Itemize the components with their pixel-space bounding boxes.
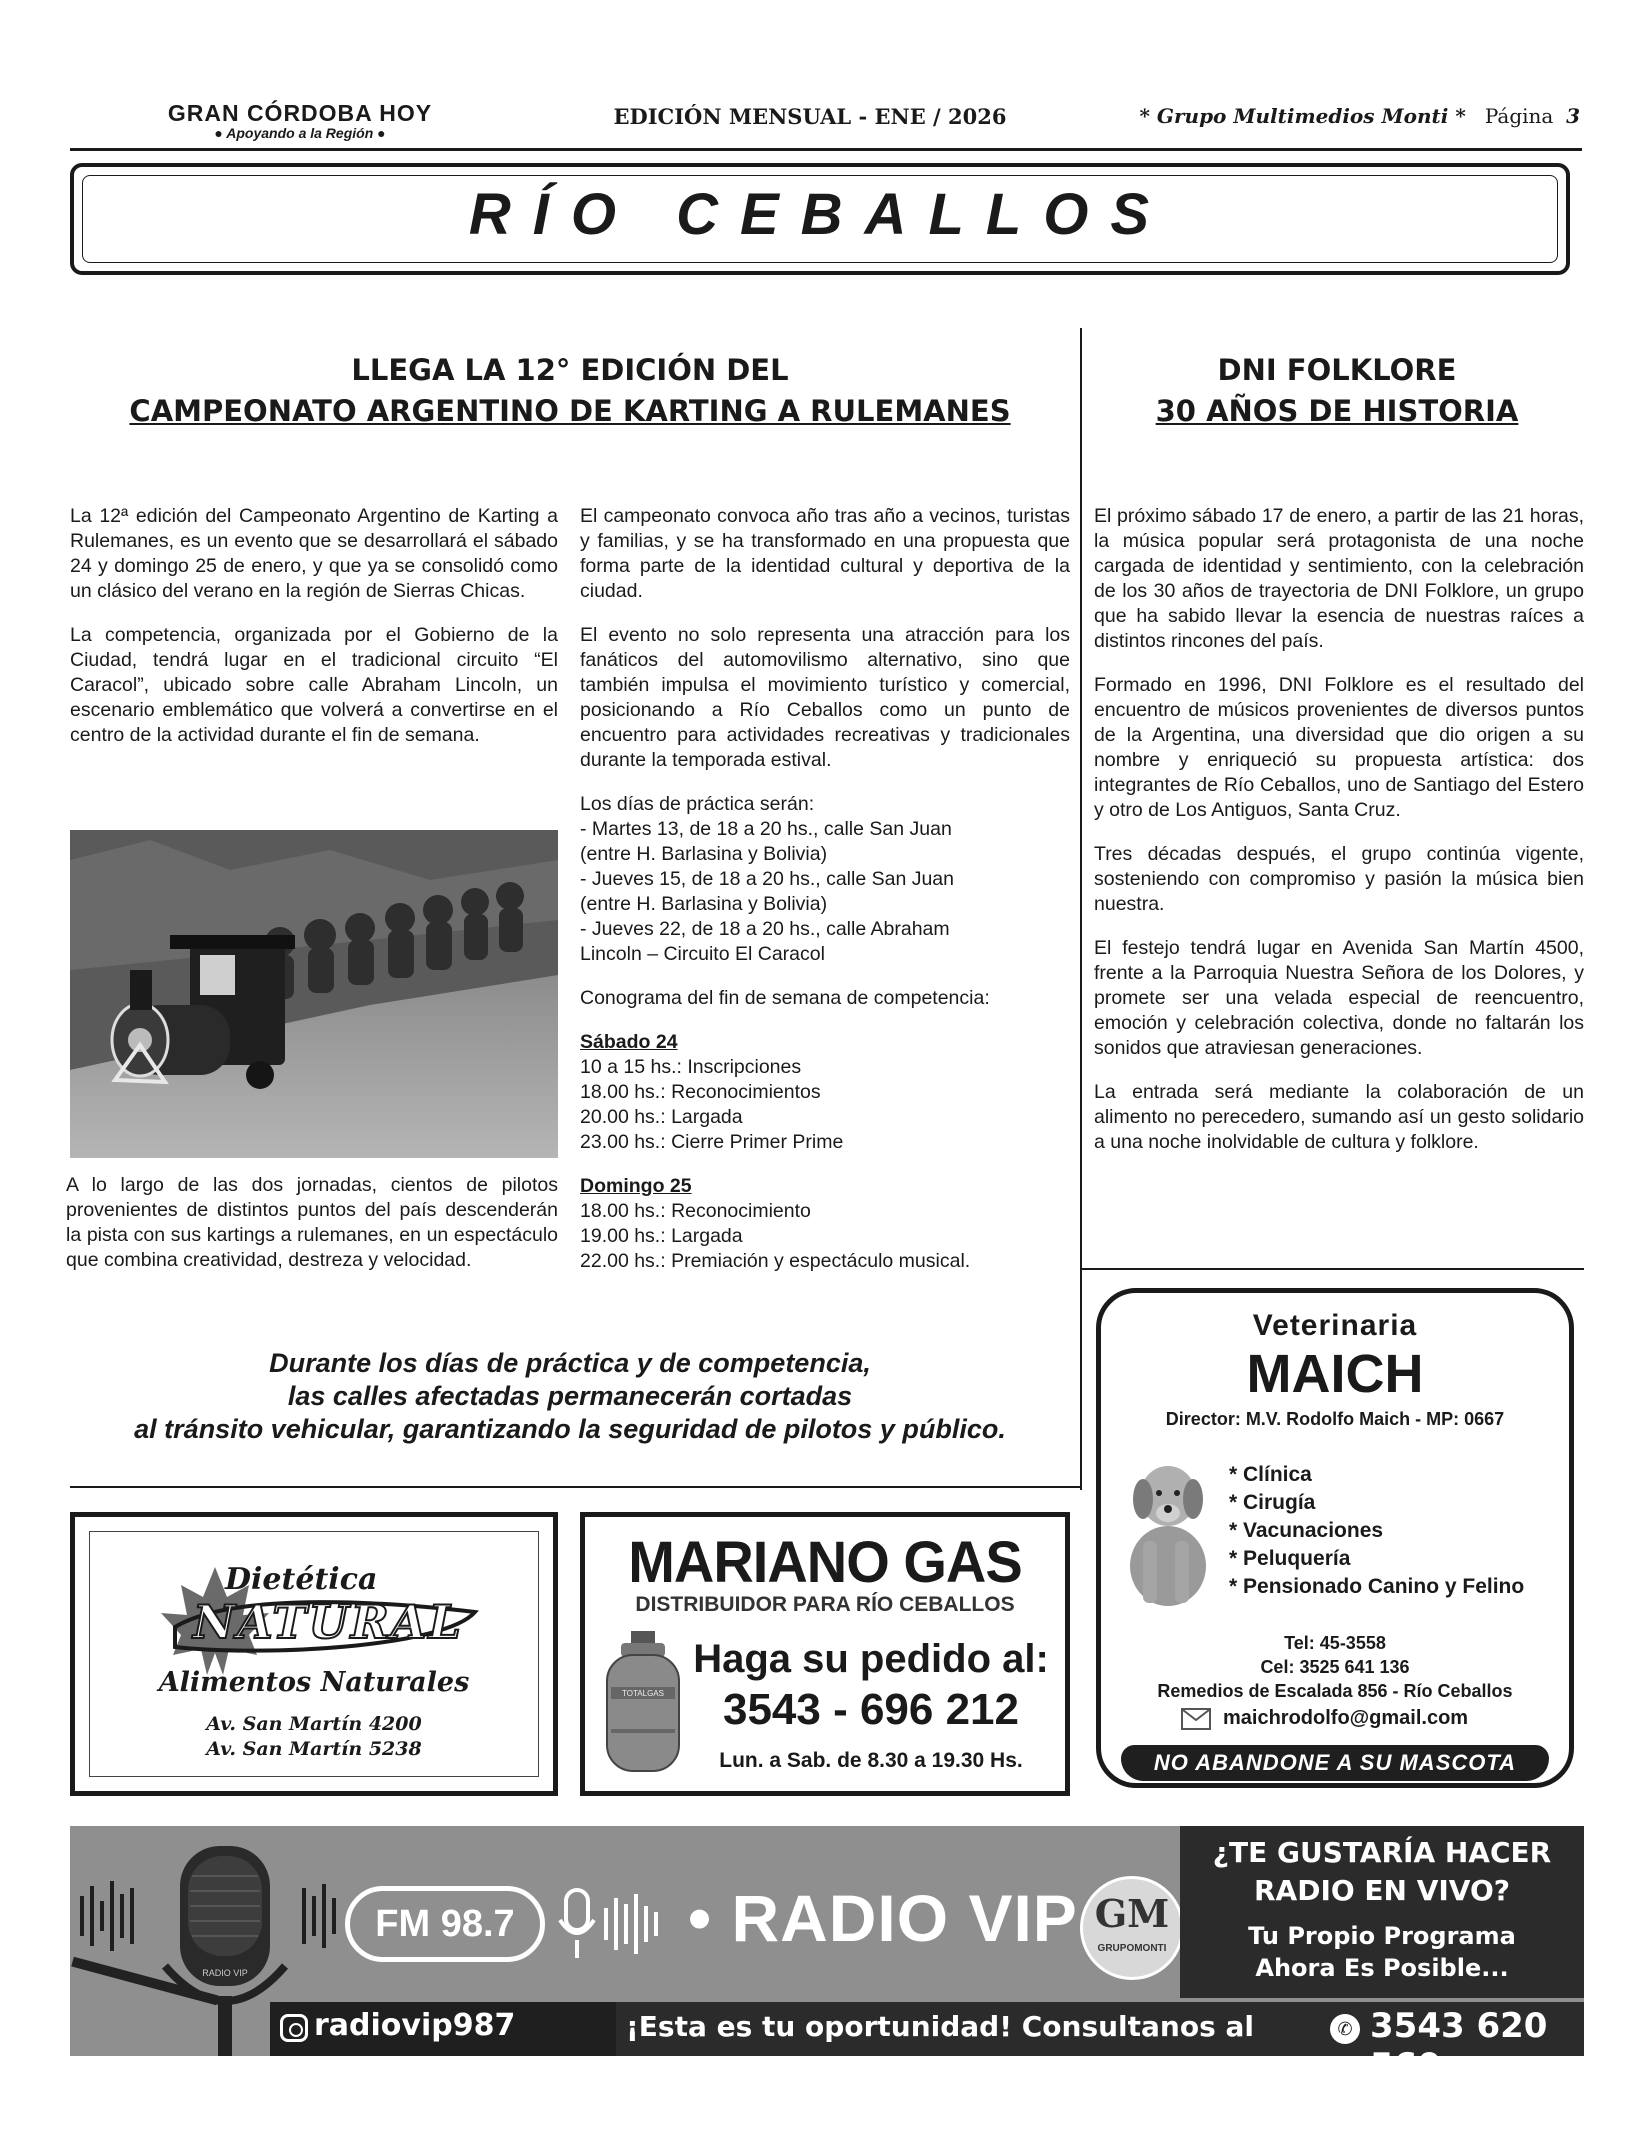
mic-label: RADIO VIP	[202, 1968, 248, 1978]
paragraph: La 12ª edición del Campeonato Argentino de Karting a Rulemanes, es un evento que se desarrollará el sábado 24 y domingo 25 de enero, y que ya se consolidó como un clásico del verano en la región de Sierras Chicas.	[70, 505, 558, 602]
schedule-line: 18.00 hs.: Reconocimientos	[580, 1081, 821, 1103]
vet-services	[1229, 1461, 1524, 1601]
vet-service: * Clínica	[1229, 1463, 1312, 1486]
instagram-handle[interactable]: radiovip987	[314, 2008, 516, 2043]
radio-cta: ¡Esta es tu oportunidad! Consultanos al	[626, 2010, 1255, 2043]
group-and-page	[1100, 104, 1580, 128]
instagram-icon	[280, 2014, 308, 2042]
vet-contact	[1101, 1631, 1569, 1703]
logo-mark: GM	[1094, 1891, 1170, 1936]
page-label: Página	[1484, 104, 1554, 128]
paragraph: Formado en 1996, DNI Folklore es el resultado del encuentro de músicos provenientes de diversos puntos de la Argentina, una diversidad que dio origen a su nombre y enriqueció su propuesta artística: dos integrantes de Río Ceballos, uno de Santiago del Estero y otro de Los Antiguos, Santa Cruz.	[1094, 674, 1584, 821]
vet-tel: Tel: 45-3558	[1284, 1633, 1386, 1653]
promo-question-line: ¿TE GUSTARÍA HACER	[1212, 1836, 1552, 1869]
schedule-line: 19.00 hs.: Largada	[580, 1225, 743, 1247]
dietetica-logo-main: NATURAL	[193, 1595, 463, 1649]
article-column-1-bottom	[66, 1173, 558, 1292]
dietetica-subtitle: Alimentos Naturales	[158, 1667, 470, 1698]
mic-wave-icon	[560, 1884, 680, 1964]
side-headline-line-1: DNI FOLKLORE	[1217, 353, 1457, 387]
ad-dietetica-natural	[70, 1512, 558, 1796]
grupo-monti-logo	[1080, 1876, 1184, 1980]
whatsapp-icon: ✆	[1330, 2014, 1360, 2044]
side-headline-line-2: 30 AÑOS DE HISTORIA	[1155, 394, 1519, 428]
paragraph: La entrada será mediante la colaboración de un alimento no perecedero, sumando así un gesto solidario a una noche inolvidable de cultura y folklore.	[1094, 1081, 1584, 1153]
headline-line-2: CAMPEONATO ARGENTINO DE KARTING A RULEMANES	[129, 394, 1011, 428]
ad-veterinaria-maich	[1096, 1288, 1574, 1788]
promo-line: Ahora Es Posible...	[1255, 1954, 1509, 1982]
vet-service: * Peluquería	[1229, 1547, 1351, 1570]
traffic-callout	[90, 1347, 1050, 1446]
schedule-intro: Conograma del fin de semana de competencia:	[580, 987, 990, 1009]
mariano-title: MARIANO GAS	[628, 1528, 1022, 1595]
practice-line: (entre H. Barlasina y Bolivia)	[580, 893, 828, 915]
paragraph: A lo largo de las dos jornadas, cientos de pilotos provenientes de distintos puntos del país descenderán la pista con sus kartings a rulemanes, en un espectáculo que combina creatividad, destreza y velocidad.	[66, 1174, 558, 1271]
paragraph: El festejo tendrá lugar en Avenida San Martín 4500, frente a la Parroquia Nuestra Señora de los Dolores, y promete ser una velada especial de reencuentro, emoción y celebración colectiva, donde no faltarán los sonidos que atraviesan generaciones.	[1094, 937, 1584, 1059]
ad-radio-vip	[70, 1826, 1584, 2086]
practice-intro: Los días de práctica serán:	[580, 793, 815, 815]
mariano-phone: 3543 - 696 212	[722, 1685, 1020, 1734]
mariano-hours: Lun. a Sab. de 8.30 a 19.30 Hs.	[719, 1749, 1023, 1772]
side-headline	[1092, 350, 1582, 432]
article-column-2	[580, 504, 1070, 1274]
sunday-title: Domingo 25	[580, 1175, 692, 1197]
vet-address: Remedios de Escalada 856 - Río Ceballos	[1157, 1681, 1513, 1701]
dietetica-address: Av. San Martín 4200	[206, 1713, 422, 1735]
saturday-title: Sábado 24	[580, 1031, 678, 1053]
dietetica-logo-top: Dietética	[225, 1562, 378, 1597]
group-name: * Grupo Multimedios Monti *	[1139, 104, 1466, 128]
mail-icon	[1181, 1708, 1211, 1730]
radio-phone[interactable]: 3543 620 560	[1370, 2006, 1548, 2086]
schedule-line: 20.00 hs.: Largada	[580, 1106, 743, 1128]
article-bottom-rule	[70, 1486, 1082, 1488]
sunday-schedule	[580, 1174, 1070, 1274]
logo-caption: GRUPOMONTI	[1097, 1943, 1167, 1954]
radio-name: • RADIO VIP	[688, 1881, 1078, 1955]
vet-service: * Cirugía	[1229, 1491, 1316, 1514]
callout-line: las calles afectadas permanecerán cortadas	[287, 1381, 853, 1411]
section-title: RÍO CEBALLOS	[468, 182, 1172, 247]
radio-promo-box	[1180, 1826, 1584, 1998]
vet-slogan: NO ABANDONE A SU MASCOTA	[1121, 1745, 1549, 1781]
promo-line: Tu Propio Programa	[1248, 1922, 1516, 1950]
practice-list	[580, 817, 1070, 967]
practice-line: - Jueves 22, de 18 a 20 hs., calle Abraham	[580, 918, 950, 940]
side-article-column	[1094, 504, 1584, 1174]
paragraph: El evento no solo representa una atracción para los fanáticos del automovilismo alternativo, sino que también impulsa el movimiento turístico y comercial, posicionando a Río Ceballos como un punto de encuentro para actividades recreativas y tradicionales durante la temporada estival.	[580, 624, 1070, 771]
promo-question-line: RADIO EN VIVO?	[1253, 1874, 1511, 1907]
ad-mariano-gas	[580, 1512, 1070, 1796]
practice-line: Lincoln – Circuito El Caracol	[580, 943, 825, 965]
page-number: 3	[1566, 104, 1580, 128]
mariano-cta: Haga su pedido al:	[693, 1637, 1049, 1681]
header-rule	[70, 148, 1582, 151]
practice-line: - Jueves 15, de 18 a 20 hs., calle San Juan	[580, 868, 954, 890]
dietetica-addresses	[75, 1712, 553, 1762]
schedule-line: 10 a 15 hs.: Inscripciones	[580, 1056, 802, 1078]
callout-line: Durante los días de práctica y de competencia,	[269, 1348, 871, 1378]
karting-photo	[70, 830, 558, 1158]
paragraph: Tres décadas después, el grupo continúa vigente, sosteniendo con compromiso y pasión la música bien nuestra.	[1094, 843, 1584, 915]
section-banner	[70, 163, 1570, 275]
edition-label: EDICIÓN MENSUAL - ENE / 2026	[613, 104, 1007, 129]
schedule-line: 23.00 hs.: Cierre Primer Prime	[580, 1131, 844, 1153]
dog-icon	[1113, 1441, 1223, 1611]
saturday-schedule	[580, 1030, 1070, 1155]
vet-email[interactable]: maichrodolfo@gmail.com	[1223, 1707, 1469, 1729]
vet-service: * Pensionado Canino y Felino	[1229, 1575, 1525, 1598]
practice-line: - Martes 13, de 18 a 20 hs., calle San Juan	[580, 818, 952, 840]
brand-name: GRAN CÓRDOBA HOY	[167, 100, 433, 126]
paragraph: El próximo sábado 17 de enero, a partir de las 21 horas, la música popular será protagonista de una noche cargada de identidad y sentimiento, con la celebración de los 30 años de trayectoria de DNI Folklore, un grupo que ha sabido llevar la esencia de nuestras raíces a distintos rincones del país.	[1094, 505, 1584, 652]
article-column-1	[70, 504, 558, 767]
tank-label: TOTALGAS	[622, 1689, 664, 1698]
vet-service: * Vacunaciones	[1229, 1519, 1384, 1542]
main-headline	[90, 350, 1050, 432]
schedule-line: 22.00 hs.: Premiación y espectáculo musical.	[580, 1250, 971, 1272]
vet-kicker: Veterinaria	[1252, 1309, 1418, 1342]
paragraph: La competencia, organizada por el Gobierno de la Ciudad, tendrá lugar en el tradicional circuito “El Caracol”, ubicado sobre calle Abraham Lincoln, un escenario emblemático que volverá a convertirse en el centro de la actividad durante el fin de semana.	[70, 624, 558, 746]
dietetica-address: Av. San Martín 5238	[206, 1738, 422, 1760]
gas-tank-icon	[603, 1629, 683, 1779]
column-divider	[1080, 328, 1082, 1490]
vet-cel: Cel: 3525 641 136	[1260, 1657, 1410, 1677]
headline-line-1: LLEGA LA 12° EDICIÓN DEL	[351, 353, 789, 387]
radio-frequency: FM 98.7	[345, 1886, 545, 1962]
vet-director: Director: M.V. Rodolfo Maich - MP: 0667	[1165, 1409, 1505, 1429]
vet-email-row	[1181, 1707, 1468, 1730]
callout-line: al tránsito vehicular, garantizando la seguridad de pilotos y público.	[134, 1414, 1006, 1444]
practice-line: (entre H. Barlasina y Bolivia)	[580, 843, 828, 865]
vet-name: MAICH	[1246, 1344, 1424, 1404]
side-article-rule	[1082, 1268, 1584, 1270]
radio-footer-bar	[270, 2002, 1584, 2086]
paragraph: El campeonato convoca año tras año a vecinos, turistas y familias, y se ha transformado en una propuesta que forma parte de la identidad cultural y deportiva de la ciudad.	[580, 505, 1070, 602]
masthead-brand	[150, 100, 450, 141]
brand-tagline: ● Apoyando a la Región ●	[214, 125, 386, 141]
mariano-subtitle: DISTRIBUIDOR PARA RÍO CEBALLOS	[635, 1593, 1015, 1616]
schedule-line: 18.00 hs.: Reconocimiento	[580, 1200, 811, 1222]
